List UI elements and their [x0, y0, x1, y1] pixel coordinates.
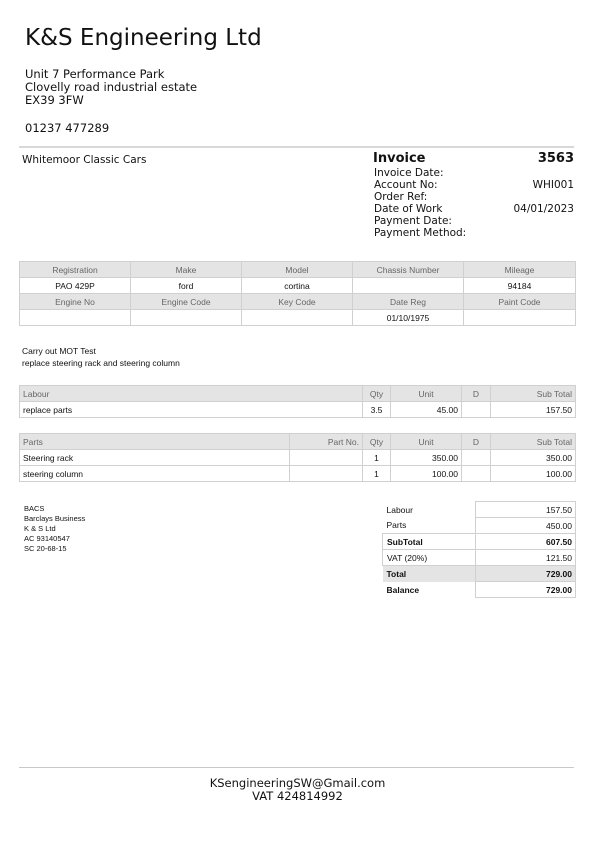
- vehicle-make: ford: [131, 278, 242, 294]
- part-d: [462, 450, 491, 466]
- footer-vat: VAT 424814992: [252, 789, 343, 803]
- column-header: Part No.: [290, 434, 363, 450]
- bank-details: [24, 504, 85, 554]
- totals-row: [383, 550, 576, 566]
- vehicle-engine-code: [131, 310, 242, 326]
- balance-value: 729.00: [476, 582, 576, 598]
- vehicle-registration: PAO 429P: [20, 278, 131, 294]
- work-notes: [22, 345, 180, 369]
- total-label: Total: [383, 566, 476, 582]
- labour-desc: replace parts: [20, 402, 363, 418]
- column-header: Parts: [20, 434, 290, 450]
- labour-d: [462, 402, 491, 418]
- vat-value: 121.50: [476, 550, 576, 566]
- column-header: D: [462, 434, 491, 450]
- bank-line: AC 93140547: [24, 534, 70, 543]
- labour-qty: 3.5: [363, 402, 391, 418]
- customer-name: Whitemoor Classic Cars: [22, 154, 147, 166]
- vehicle-header-row: [20, 262, 576, 278]
- vehicle-paint-code: [464, 310, 576, 326]
- field-label: Date of Work: [374, 203, 443, 215]
- note-line: Carry out MOT Test: [22, 346, 96, 356]
- part-desc: Steering rack: [20, 450, 290, 466]
- part-number: [290, 466, 363, 482]
- field-value: WHI001: [532, 179, 574, 191]
- column-header: Qty: [363, 386, 391, 402]
- labour-table: [19, 385, 576, 418]
- vehicle-chassis: [353, 278, 464, 294]
- vehicle-key-code: [242, 310, 353, 326]
- column-header: Make: [131, 262, 242, 278]
- totals-table: [382, 501, 576, 598]
- parts-total-value: 450.00: [476, 518, 576, 534]
- column-header: Mileage: [464, 262, 576, 278]
- labour-header-row: [20, 386, 576, 402]
- labour-total-label: Labour: [386, 504, 413, 515]
- field-label: Invoice Date:: [374, 167, 444, 179]
- invoice-field: [374, 191, 574, 203]
- part-subtotal: 100.00: [491, 466, 576, 482]
- parts-table: [19, 433, 576, 482]
- labour-unit: 45.00: [391, 402, 462, 418]
- part-desc: steering column: [20, 466, 290, 482]
- labour-subtotal: 157.50: [491, 402, 576, 418]
- note-line: replace steering rack and steering column: [22, 358, 180, 368]
- field-label: Payment Date:: [374, 215, 452, 227]
- part-number: [290, 450, 363, 466]
- column-header: Labour: [20, 386, 363, 402]
- column-header: Sub Total: [491, 386, 576, 402]
- vehicle-date-reg: 01/10/1975: [353, 310, 464, 326]
- totals-row: [383, 582, 576, 598]
- totals-row: [383, 502, 576, 518]
- vehicle-engine-no: [20, 310, 131, 326]
- bank-line: Barclays Business: [24, 514, 86, 523]
- field-label: Account No:: [374, 179, 438, 191]
- part-d: [462, 466, 491, 482]
- column-header: Engine No: [20, 294, 131, 310]
- invoice-field: [374, 227, 574, 239]
- invoice-field: [374, 215, 574, 227]
- table-row: [20, 402, 576, 418]
- company-address: [25, 68, 197, 107]
- totals-row: [383, 566, 576, 582]
- column-header: Engine Code: [131, 294, 242, 310]
- total-value: 729.00: [476, 566, 576, 582]
- field-label: Payment Method:: [374, 227, 467, 239]
- part-unit: 350.00: [391, 450, 462, 466]
- balance-label: Balance: [386, 584, 420, 595]
- company-phone: 01237 477289: [25, 121, 110, 135]
- address-line: Clovelly road industrial estate: [25, 80, 198, 94]
- column-header: Date Reg: [353, 294, 464, 310]
- address-line: EX39 3FW: [25, 93, 84, 107]
- column-header: Qty: [363, 434, 391, 450]
- labour-total-value: 157.50: [476, 502, 576, 518]
- vehicle-mileage: 94184: [464, 278, 576, 294]
- header-divider: [19, 146, 574, 148]
- column-header: D: [462, 386, 491, 402]
- parts-total-label: Parts: [386, 520, 407, 531]
- address-line: Unit 7 Performance Park: [25, 67, 165, 81]
- invoice-field: [374, 179, 574, 191]
- bank-line: K & S Ltd: [24, 524, 56, 533]
- totals-row: [383, 518, 576, 534]
- field-label: Order Ref:: [374, 191, 428, 203]
- invoice-field: [374, 167, 574, 179]
- field-value: 04/01/2023: [513, 203, 574, 215]
- column-header: Model: [242, 262, 353, 278]
- table-row: [20, 450, 576, 466]
- company-name: K&S Engineering Ltd: [25, 25, 262, 51]
- part-unit: 100.00: [391, 466, 462, 482]
- parts-header-row: [20, 434, 576, 450]
- vehicle-model: cortina: [242, 278, 353, 294]
- table-row: [20, 466, 576, 482]
- column-header: Chassis Number: [353, 262, 464, 278]
- vehicle-value-row: [20, 310, 576, 326]
- column-header: Paint Code: [464, 294, 576, 310]
- part-qty: 1: [363, 450, 391, 466]
- totals-row: [383, 534, 576, 550]
- subtotal-value: 607.50: [476, 534, 576, 550]
- column-header: Registration: [20, 262, 131, 278]
- invoice-number: 3563: [537, 151, 574, 166]
- invoice-field: [374, 203, 574, 215]
- invoice-title: Invoice: [373, 151, 426, 166]
- vehicle-value-row: [20, 278, 576, 294]
- column-header: Unit: [391, 434, 462, 450]
- column-header: Unit: [391, 386, 462, 402]
- footer-email: KSengineeringSW@Gmail.com: [209, 776, 386, 790]
- bank-line: SC 20-68-15: [24, 544, 67, 553]
- footer-divider: [19, 767, 574, 768]
- bank-line: BACS: [24, 504, 45, 513]
- column-header: Key Code: [242, 294, 353, 310]
- part-qty: 1: [363, 466, 391, 482]
- part-subtotal: 350.00: [491, 450, 576, 466]
- subtotal-label: SubTotal: [383, 534, 476, 550]
- vat-label: VAT (20%): [383, 550, 476, 566]
- vehicle-table: [19, 261, 576, 326]
- vehicle-header-row: [20, 294, 576, 310]
- column-header: Sub Total: [491, 434, 576, 450]
